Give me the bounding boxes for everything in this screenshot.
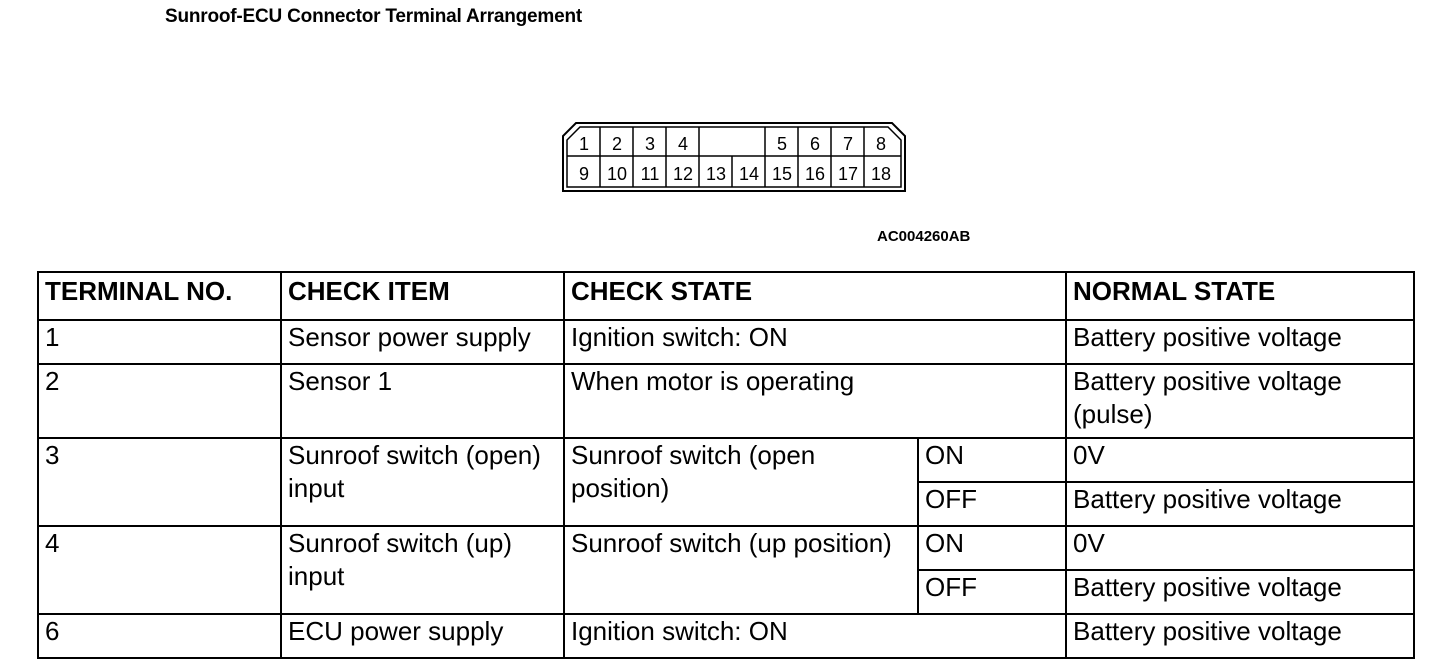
table-row bbox=[38, 364, 1414, 438]
terminal-cell: 4 bbox=[38, 526, 281, 614]
check-item-cell: Sensor 1 bbox=[281, 364, 564, 438]
check-state-cell: Sunroof switch (up position) bbox=[564, 526, 918, 614]
connector-pin-label: 14 bbox=[738, 164, 760, 184]
figure-code: AC004260AB bbox=[877, 228, 971, 245]
check-item-cell: Sunroof switch (up) input bbox=[281, 526, 564, 614]
check-item-cell: Sensor power supply bbox=[281, 320, 564, 364]
terminal-check-table bbox=[37, 271, 1415, 659]
normal-state-cell: 0V bbox=[1066, 438, 1414, 482]
check-item-cell: Sunroof switch (open) input bbox=[281, 438, 564, 526]
check-state-cell: Ignition switch: ON bbox=[564, 614, 1066, 658]
connector-pin-label: 3 bbox=[644, 134, 656, 154]
connector-pin-label: 17 bbox=[837, 164, 859, 184]
check-state-cell: Ignition switch: ON bbox=[564, 320, 1066, 364]
connector-pin-label: 11 bbox=[640, 164, 660, 184]
connector-diagram bbox=[562, 122, 906, 192]
page-title: Sunroof-ECU Connector Terminal Arrangement bbox=[165, 6, 583, 27]
connector-pin-label: 18 bbox=[870, 164, 892, 184]
table-header-row bbox=[38, 272, 1414, 320]
connector-pin-label: 16 bbox=[804, 164, 826, 184]
terminal-cell: 2 bbox=[38, 364, 281, 438]
connector-pin-label: 8 bbox=[875, 134, 887, 154]
connector-pin-label: 4 bbox=[677, 134, 689, 154]
table-row bbox=[38, 526, 1414, 570]
check-item-cell: ECU power supply bbox=[281, 614, 564, 658]
terminal-cell: 6 bbox=[38, 614, 281, 658]
switch-state-cell: OFF bbox=[918, 570, 1066, 614]
switch-state-cell: ON bbox=[918, 526, 1066, 570]
check-state-cell: Sunroof switch (open position) bbox=[564, 438, 918, 526]
connector-pin-label: 7 bbox=[842, 134, 854, 154]
table-row bbox=[38, 320, 1414, 364]
header-normal-state: NORMAL STATE bbox=[1066, 272, 1414, 320]
terminal-cell: 3 bbox=[38, 438, 281, 526]
normal-state-cell: Battery positive voltage bbox=[1066, 570, 1414, 614]
connector-pin-label: 1 bbox=[578, 134, 590, 154]
header-check-state: CHECK STATE bbox=[564, 272, 1066, 320]
connector-pin-label: 10 bbox=[606, 164, 628, 184]
connector-pin-label: 12 bbox=[672, 164, 694, 184]
table-row bbox=[38, 438, 1414, 482]
connector-pin-label: 9 bbox=[578, 164, 590, 184]
header-check-item: CHECK ITEM bbox=[281, 272, 564, 320]
connector-pin-label: 15 bbox=[771, 164, 793, 184]
normal-state-cell: Battery positive voltage bbox=[1066, 320, 1414, 364]
switch-state-cell: ON bbox=[918, 438, 1066, 482]
normal-state-cell: 0V bbox=[1066, 526, 1414, 570]
switch-state-cell: OFF bbox=[918, 482, 1066, 526]
connector-pin-label: 5 bbox=[776, 134, 788, 154]
normal-state-cell: Battery positive voltage (pulse) bbox=[1066, 364, 1414, 438]
connector-pin-label: 13 bbox=[705, 164, 727, 184]
connector-pin-label: 6 bbox=[809, 134, 821, 154]
normal-state-cell: Battery positive voltage bbox=[1066, 482, 1414, 526]
check-state-cell: When motor is operating bbox=[564, 364, 1066, 438]
table-row bbox=[38, 614, 1414, 658]
header-terminal-no: TERMINAL NO. bbox=[38, 272, 281, 320]
connector-pin-label: 2 bbox=[611, 134, 623, 154]
terminal-cell: 1 bbox=[38, 320, 281, 364]
normal-state-cell: Battery positive voltage bbox=[1066, 614, 1414, 658]
